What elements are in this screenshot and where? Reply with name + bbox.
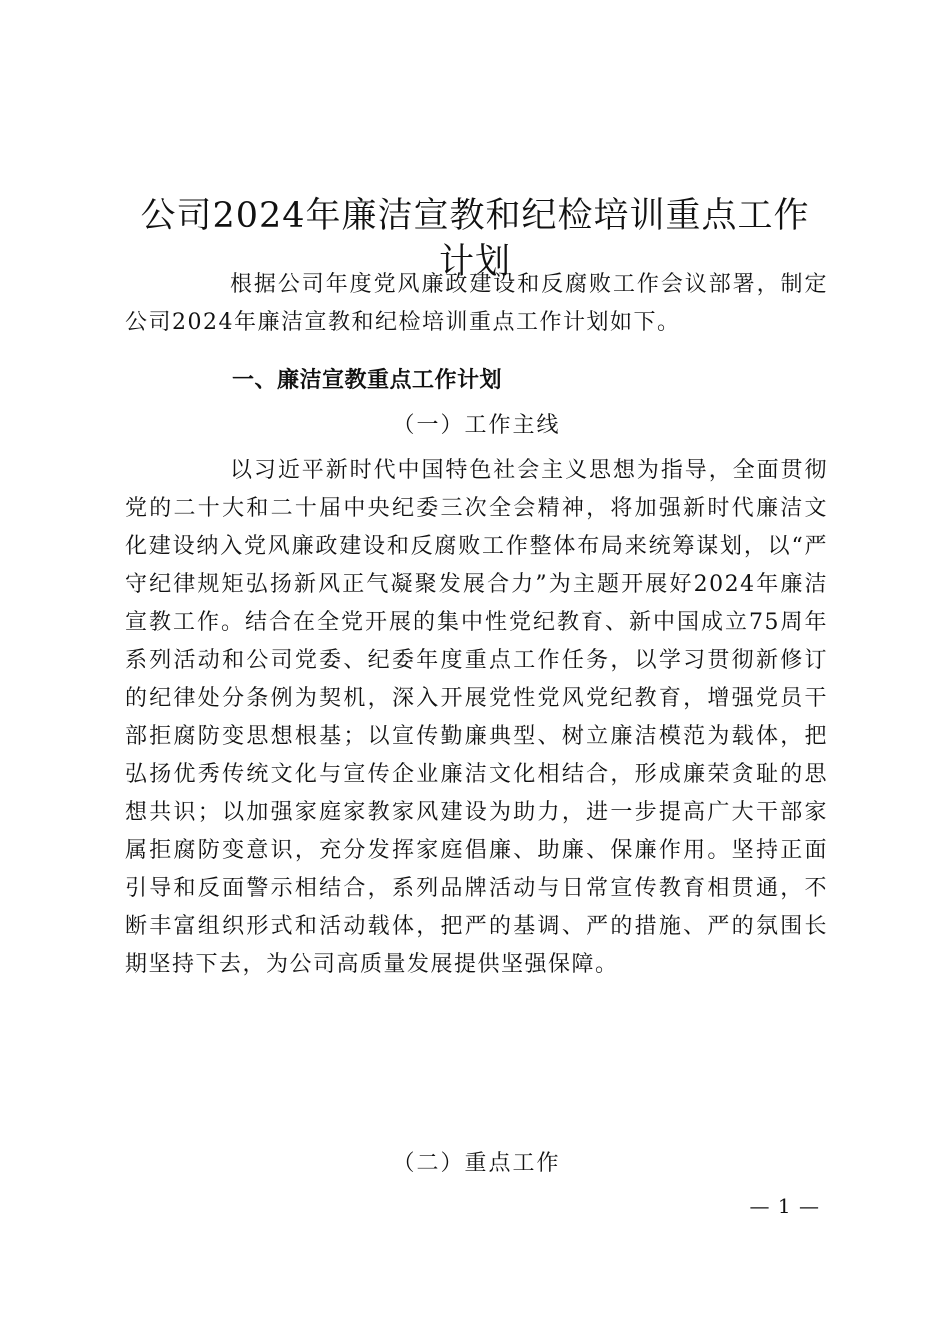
sub-heading-work-mainline: （一）工作主线 (392, 413, 561, 438)
mainline-paragraph: 以习近平新时代中国特色社会主义思想为指导，全面贯彻党的二十大和二十届中央纪委三次全会精神，将加强新时代廉洁文化建设纳入党风廉政建设和反腐败工作整体布局来统筹谋划，以“严守纪律规矩弘扬新风正气凝聚发展合力”为主题开展好2024年廉洁宣教工作。结合在全党开展的集中性党纪教育、新中国成立75周年系列活动和公司党委、纪委年度重点工作任务，以学习贯彻新修订的纪律处分条例为契机，深入开展党性党风党纪教育，增强党员干部拒腐防变思想根基；以宣传勤廉典型、树立廉洁模范为载体，把弘扬优秀传统文化与宣传企业廉洁文化相结合，形成廉荣贪耻的思想共识；以加强家庭家教家风建设为助力，进一步提高广大干部家属拒腐防变意识，充分发挥家庭倡廉、助廉、保廉作用。坚持正面引导和反面警示相结合，系列品牌活动与日常宣传教育相贯通，不断丰富组织形式和活动载体，把严的基调、严的措施、严的氛围长期坚持下去，为公司高质量发展提供坚强保障。 (125, 458, 828, 977)
intro-paragraph: 根据公司年度党风廉政建设和反腐败工作会议部署，制定公司2024年廉洁宣教和纪检培训重点工作计划如下。 (125, 272, 828, 335)
sub-heading-key-work: （二）重点工作 (392, 1151, 561, 1176)
document-title: 公司2024年廉洁宣教和纪检培训重点工作计划 (140, 196, 810, 283)
page-number: — 1 — (749, 1194, 820, 1218)
section-heading-1: 一、廉洁宣教重点工作计划 (232, 367, 503, 393)
